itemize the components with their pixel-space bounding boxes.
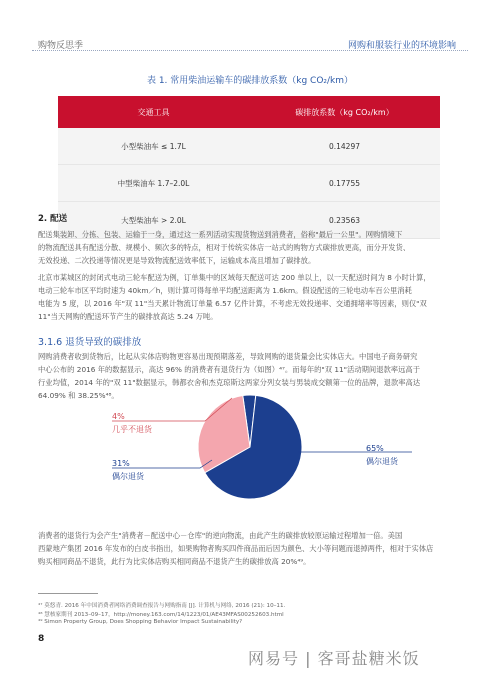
paragraph [38,529,460,568]
table-cell: 小型柴油车 ≤ 1.7L [58,128,249,165]
paragraph-line: 的物流配送具有配送分散、规模小、频次多的特点，相对于传统实体店一站式的购物方式碳排放更高，而分开发货、 [38,243,411,252]
header-left-title: 购物反思季 [38,41,84,51]
pie-label-name: 几乎不退货 [112,425,152,434]
subsection-heading: 3.1.6 退货导致的碳排放 [38,337,142,348]
paragraph-line: 配送集装卸、分拣、包装、运输于一身，通过这一系列活动实现货物送到消费者，俗称"最后一公里"。网购情境下 [38,230,403,239]
watermark: 网易号 | 客哥盐糖米饭 [248,649,420,668]
table-cell: 中型柴油车 1.7–2.0L [58,165,249,202]
section-heading: 2. 配送 [38,214,68,224]
paragraph-line: 64.09% 和 38.25%⁴⁸。 [38,391,119,400]
paragraph-line: 消费者的退货行为会产生"消费者－配送中心－仓库"的逆向物流，由此产生的碳排放较原运输过程增加一倍。美国 [38,531,403,540]
paragraph-line: 无效投递、二次投递等情况更是导致物流配送效率低下，运输成本高且增加了碳排放。 [38,256,316,265]
table-cell: 0.17755 [249,165,440,202]
paragraph-line: 购买相同商品不退货，此行为比实体店购买相同商品不退货产生的碳排放高 20%⁴⁹。 [38,557,311,566]
paragraph-line: 电能为 5 度，以 2016 年"双 11"当天累计物流订单量 6.57 亿件计算，不考虑无效投递率、交通拥堵率等因素，则仅"双 [38,299,427,308]
table-cell: 0.14297 [249,128,440,165]
pie-label-value: 31% [112,459,130,468]
paragraph-line: 11"当天网购的配送环节产生的碳排放高达 5.24 万吨。 [38,312,218,321]
table-title: 表 1. 常用柴油运输车的碳排放系数（kg CO₂/km） [146,76,354,86]
table-cell: 大型柴油车 > 2.0L [58,202,249,239]
table-cell: 0.23563 [249,202,440,239]
footnote: ⁴⁹ Simon Property Group, Does Shopping Behavior Impact Sustainability? [38,619,243,625]
pie-label-name: 偶尔退货 [366,457,398,466]
table-header-vehicle: 交通工具 [58,96,249,128]
page-number: 8 [38,634,45,644]
paragraph-line: 网购消费者收到货物后，比起从实体店购物更容易出现预期落差，导致网购的退货量会比实体店大。中国电子商务研究 [38,352,418,361]
footnote: ⁴⁷ 莫悠青. 2016 年中国消费者网络消费调查报告与网购指南 [J]. 计算机与网络, 2016 (21): 10–11. [38,603,286,609]
paragraph-line: 电动三轮车市区平均时速为 40km／h，则计算可得每单平均配送距离为 1.6km。假设配送的三轮电动车百公里消耗 [38,286,412,295]
paragraph-line: 西蒙地产集团 2016 年发布的白皮书指出，如果购物者购买四件商品而后因为颜色、大小等问题而退掉两件，相对于实体店 [38,544,434,553]
pie-label-value: 65% [366,444,384,453]
pie-label-name: 偶尔退货 [112,472,144,481]
header-right-title: 网购和服装行业的环境影响 [347,41,456,51]
paragraph-line: 中心公布的 2016 年的数据显示，高达 96% 的消费者有退货行为（如图）⁴⁷。而每年的"双 11"活动期间退款率远高于 [38,365,420,374]
paragraph-line: 行业均值，2014 年的"双 11"数据显示，韩都衣舍和杰克琼斯这两家分列女装与男装成交额第一位的品牌，退款率高达 [38,378,421,387]
pie-label-value: 4% [112,412,125,421]
paragraph-line: 北京市某城区的封闭式电动三轮车配送为例，订单集中的区域每天配送可达 200 单以上，以一天配送时间为 8 小时计算， [38,273,431,282]
table-header-coefficient: 碳排放系数（kg CO₂/km） [249,96,440,128]
footnote: ⁴⁸ 慧核家期刊 2013–09–17，http://money.163.com/14/1223/01/AE43MFAS00252603.html [38,612,284,618]
footnote-divider [38,593,98,594]
